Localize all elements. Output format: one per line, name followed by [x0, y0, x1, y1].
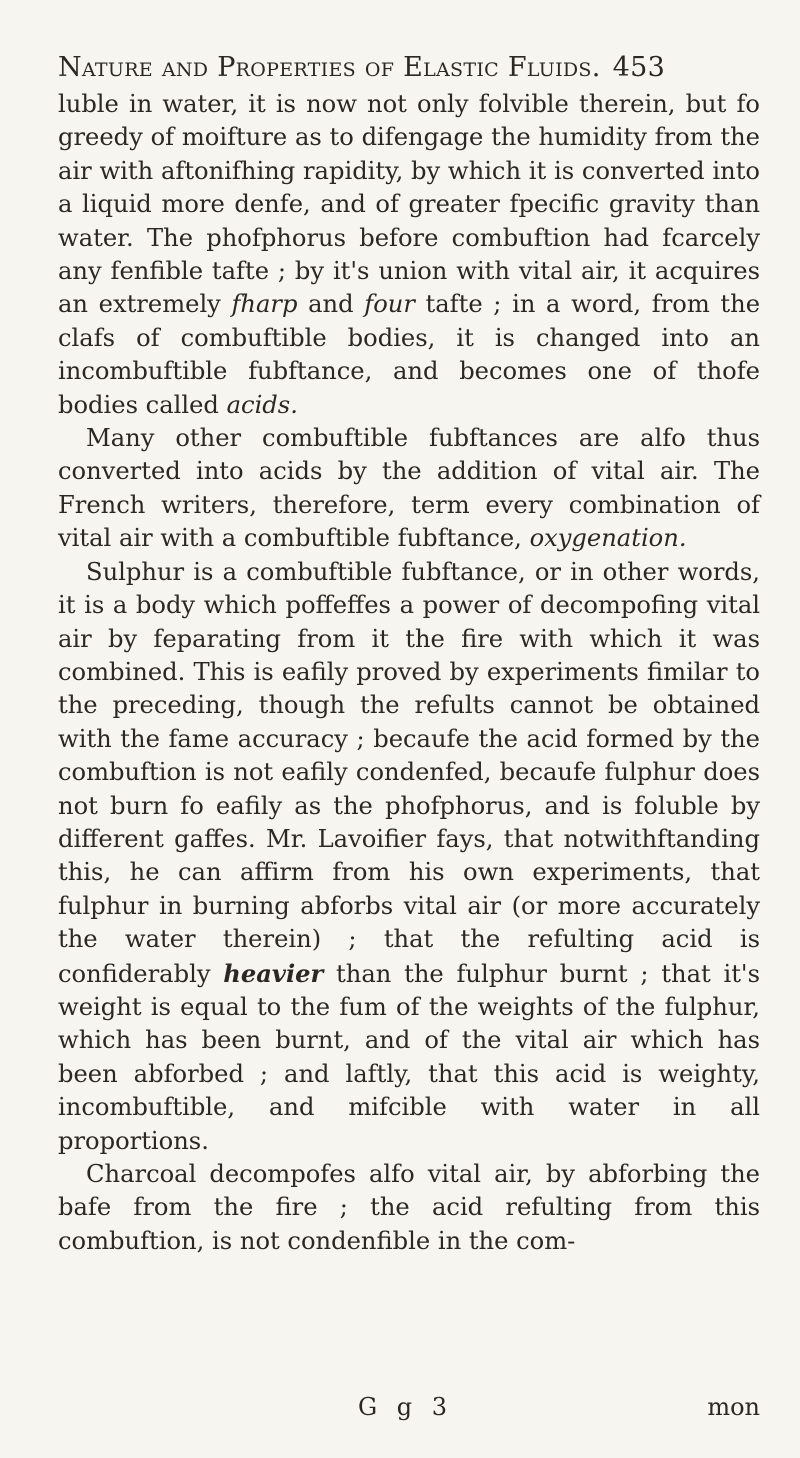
italic-run: acids. [226, 390, 298, 419]
catchword: mon [707, 1393, 760, 1421]
text-run: Many other combuftible fubftances are alfo thus converted into acids by the addition of vital air. The French writers, therefore, term every combination of vital air with a combuftible fubftance, [58, 424, 760, 553]
paragraph [58, 88, 760, 422]
italic-run: fharp [231, 290, 298, 319]
text-run: than the fulphur burnt ; that it's weight is equal to the fum of the weights of the fulphur, which has been burnt, and of the vital air which has been abforbed ; and laftly, that this acid is weighty, incombuftible, and mifcible with water in all proportions. [58, 959, 760, 1155]
body-text [58, 88, 760, 1258]
bold-italic-run: heavier [223, 958, 324, 988]
running-head-title: Nature and Properties of Elastic Fluids. [58, 52, 601, 83]
text-run: luble in water, it is now not only folvible therein, but fo greedy of moifture as to difengage the humidity from the air with aftonifhing rapidity, by which it is converted into a liquid more denfe, and of greater fpecific gravity than water. The phofphorus before combuftion had fcarcely any fenfible tafte ; by it's union with vital air, it acquires an extremely [58, 90, 760, 319]
text-run: Charcoal decompofes alfo vital air, by abforbing the bafe from the fire ; the acid refulting from this combuftion, is not condenfible in the com- [58, 1160, 760, 1255]
text-run: Sulphur is a combuftible fubftance, or in other words, it is a body which poffeffes a power of decompofing vital air by feparating from it the fire with which it was combined. This is eafily proved by experiments fimilar to the preceding, though the refults cannot be obtained with the fame accuracy ; becaufe the acid formed by the combuftion is not eafily condenfed, becaufe fulphur does not burn fo eafily as the phofphorus, and is foluble by different gaffes. Mr. Lavoifier fays, that notwithftanding this, he can affirm from his own experiments, that fulphur in burning abforbs vital air (or more accurately the water therein) ; that the refulting acid is confiderably [58, 557, 760, 988]
text-run: tafte ; in a word, from the clafs of combuftible bodies, it is changed into an incombuftible fubftance, and becomes one of thofe bodies called [58, 290, 761, 419]
signature-mark: G g 3 [358, 1393, 454, 1421]
paragraph [58, 556, 760, 1158]
italic-run: four [364, 290, 415, 319]
italic-run: oxygenation. [529, 524, 687, 553]
running-head [58, 52, 758, 83]
page-number: 453 [612, 52, 666, 83]
paragraph [58, 422, 760, 556]
text-run: and [297, 290, 365, 319]
paragraph [58, 1158, 760, 1258]
